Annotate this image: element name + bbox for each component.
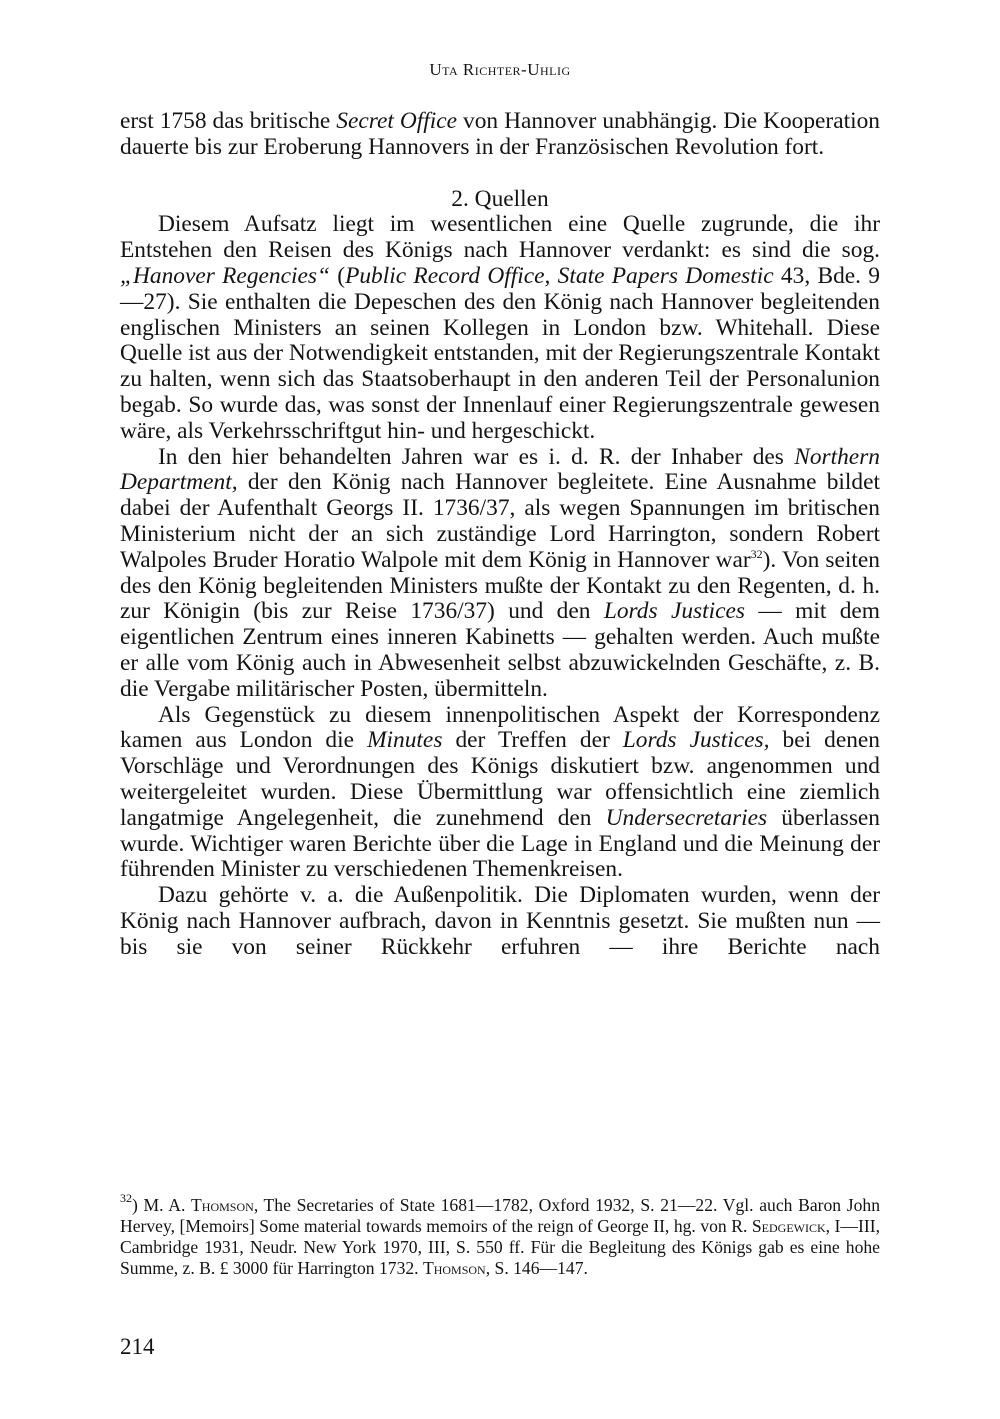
italic-term: Lords Justices, (622, 727, 770, 754)
section-heading: 2. Quellen (451, 185, 549, 212)
footnote-area (120, 1191, 880, 1279)
italic-term: Northern Department, (120, 443, 880, 496)
text-run: , I—III, Cambridge 1931, Neudr. New York 1970, III, S. 550 ff. Für die Begleitung des Königs gab es eine hohe Summe, z. B. £ 3000 für Harrington 1732. (120, 1216, 880, 1278)
paragraph-4 (120, 703, 880, 884)
text-run: Als Gegenstück zu diesem innenpolitischen Aspekt der Korrespondenz kamen aus London die (120, 701, 880, 754)
italic-term: Minutes (367, 727, 443, 754)
text-run: , The Secretaries of State 1681—1782, Oxford 1932, S. 21—22. Vgl. auch Baron John Hervey, [Memoirs] Some material towards memoirs of the reign of George II, hg. von R. (120, 1195, 880, 1236)
text-run: überlassen wurde. Wichtiger waren Berichte über die Lage in England und die Meinung der führenden Minister zu verschiedenen Themenkreisen. (120, 804, 880, 883)
text-run: In den hier behandelten Jahren war es i. d. R. der Inhaber des (158, 443, 795, 470)
italic-term: Public Record Office, State Papers Domestic (345, 262, 774, 289)
author-name: Sedgewick (751, 1216, 826, 1236)
paragraph-3 (120, 445, 880, 703)
text-run: ). Von seiten des den König begleitenden Ministers mußte der Kontakt zu den Regenten, d. h. zur Königin (bis zur Reise 1736/37) und den (120, 546, 880, 625)
text-run: der den König nach Hannover begleitete. Eine Ausnahme bildet dabei der Aufenthalt Georgs II. 1736/37, als wegen Spannungen im britischen Ministerium nicht der an sich zuständige Lord Harrington, sondern Robert Walpoles Bruder Horatio Walpole mit dem König in Hannover war (120, 469, 880, 573)
main-text (120, 109, 880, 961)
italic-term: „Hanover Regencies“ (120, 262, 330, 289)
text-run: ) M. A. (132, 1195, 192, 1215)
text-run: , S. 146—147. (485, 1258, 588, 1278)
page-number: 214 (120, 1334, 155, 1359)
text-run: 43, Bde. 9—27). Sie enthalten die Depeschen des den König nach Hannover begleitenden englischen Ministers an seinen Kollegen in London bzw. Whitehall. Diese Quelle ist aus der Notwendigkeit entstanden, mit der Regierungszentrale Kontakt zu halten, wenn sich das Staatsoberhaupt in den anderen Teil der Personalunion begab. So wurde das, was sonst der Innenlauf einer Regierungszentrale gewesen wäre, als Verkehrsschriftgut hin- und hergeschickt. (120, 262, 880, 444)
footnote-32 (120, 1191, 880, 1279)
paragraph-1 (120, 109, 880, 161)
text-run: ( (329, 262, 346, 289)
footnote-marker: 32 (120, 1191, 132, 1205)
text-run: Diesem Aufsatz liegt im wesentlichen eine Quelle zugrunde, die ihr Entstehen den Reisen des Königs nach Hannover verdankt: es sind die sog. (120, 211, 880, 264)
running-title: Uta Richter-Uhlig (429, 60, 571, 79)
paragraph-5: Dazu gehörte v. a. die Außenpolitik. Die Diplomaten wurden, wenn der König nach Hannover aufbrach, davon in Kenntnis gesetzt. Sie mußten nun — bis sie von seiner Rückkehr erfuhren — ihre Berichte nach (120, 882, 880, 960)
paragraph-2 (120, 212, 880, 444)
text-run: — mit dem eigentlichen Zentrum eines inneren Kabinetts — gehalten werden. Auch mußte er alle vom König auch in Abwesenheit selbst abzuwickelnden Geschäfte, z. B. die Vergabe militärischer Posten, übermitteln. (120, 598, 880, 702)
italic-term: Undersecretaries (605, 804, 768, 831)
text-run: der Treffen der (442, 727, 623, 754)
text-run: erst 1758 das britische (120, 108, 337, 134)
author-name: Thomson (422, 1258, 486, 1278)
text-run: bei denen Vorschläge und Verordnungen des Königs diskutiert bzw. angenommen und weitergeleitet wurden. Diese Übermittlung war offensichtlich eine ziemlich langatmige Angelegenheit, die zunehmend den (120, 727, 881, 831)
footnote-reference[interactable]: 32 (750, 546, 763, 561)
italic-term: Secret Office (336, 108, 458, 134)
running-head (0, 60, 1000, 80)
author-name: Thomson (191, 1195, 254, 1215)
text-run: von Hannover unabhängig. Die Kooperation dauerte bis zur Eroberung Hannovers in der Französischen Revolution fort. (120, 108, 880, 160)
italic-term: Lords Justices (603, 598, 745, 625)
